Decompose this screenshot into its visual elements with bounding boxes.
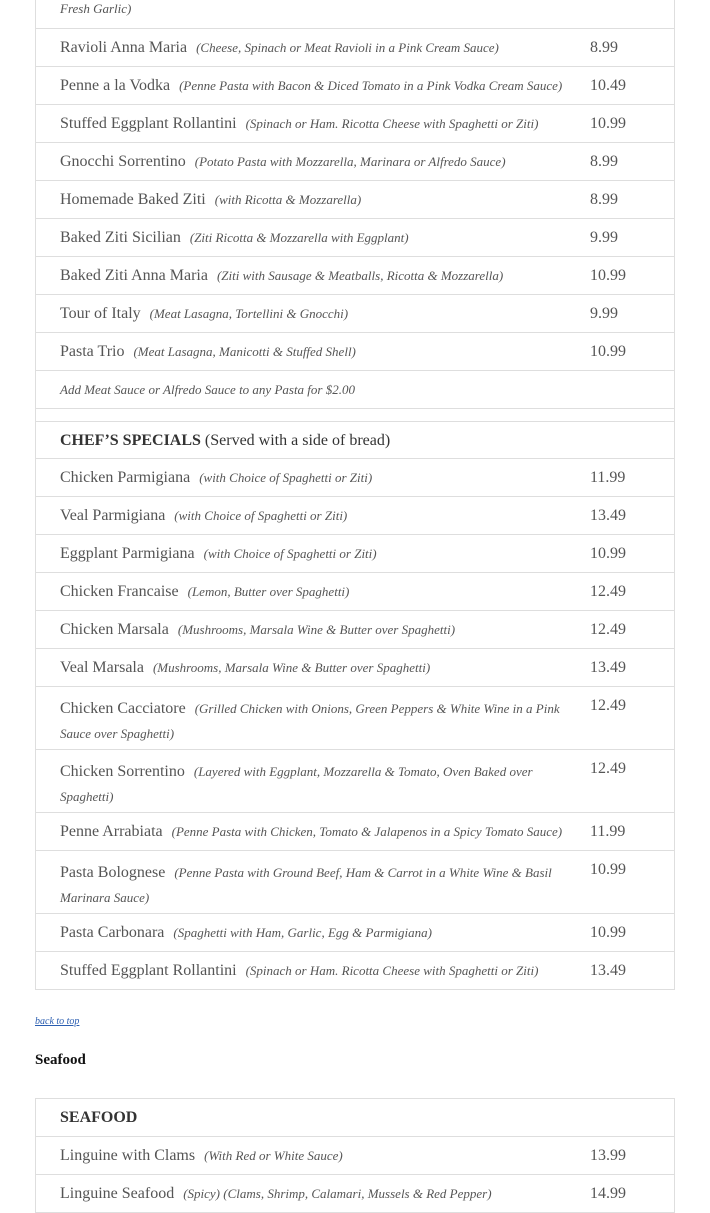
- menu-item-price: 10.99: [590, 545, 626, 562]
- menu-item-price: 13.99: [590, 1147, 626, 1164]
- menu-item-name: Stuffed Eggplant Rollantini: [60, 115, 237, 132]
- back-to-top-link[interactable]: back to top: [35, 1016, 80, 1027]
- menu-item-description-cell: [36, 38, 590, 58]
- menu-item-note: (Spinach or Ham. Ricotta Cheese with Spaghetti or Ziti): [245, 963, 539, 978]
- menu-item-price: 10.99: [590, 861, 626, 878]
- menu-item-name: Pasta Carbonara: [60, 924, 165, 941]
- menu-item-name: Gnocchi Sorrentino: [60, 153, 186, 170]
- menu-item-price: 13.49: [590, 659, 626, 676]
- menu-item-row: [36, 573, 674, 611]
- seafood-section-heading: Seafood: [35, 1052, 86, 1068]
- menu-item-name: Pasta Bolognese: [60, 864, 166, 881]
- table-spacer-row: [36, 409, 674, 422]
- menu-item-row: [36, 750, 674, 813]
- menu-item-price: 10.99: [590, 267, 626, 284]
- menu-item-name: Pasta Trio: [60, 343, 125, 360]
- menu-item-price: 13.49: [590, 507, 626, 524]
- menu-item-note: (Lemon, Butter over Spaghetti): [187, 584, 350, 599]
- menu-item-note: (Potato Pasta with Mozzarella, Marinara or Alfredo Sauce): [194, 154, 506, 169]
- menu-item-row: [36, 952, 674, 990]
- menu-item-note: (Spicy) (Clams, Shrimp, Calamari, Mussels & Red Pepper): [183, 1186, 492, 1201]
- menu-item-name: Chicken Cacciatore: [60, 700, 186, 717]
- menu-item-name: Tour of Italy: [60, 305, 141, 322]
- seafood-header: [36, 1108, 590, 1128]
- menu-item-price: 10.99: [590, 924, 626, 941]
- menu-item-description-cell: [36, 152, 590, 172]
- menu-item-name: Linguine with Clams: [60, 1147, 196, 1164]
- menu-item-row: [36, 813, 674, 851]
- menu-item-note: (With Red or White Sauce): [204, 1148, 343, 1163]
- menu-item-price: 9.99: [590, 229, 618, 246]
- menu-item-name: Baked Ziti Anna Maria: [60, 267, 208, 284]
- menu-item-note: (Meat Lasagna, Tortellini & Gnocchi): [149, 306, 349, 321]
- menu-item-note: (Grilled Chicken with Onions, Green Peppers & White Wine in a Pink Sauce over Spaghetti): [60, 701, 560, 741]
- menu-item-note: (Layered with Eggplant, Mozzarella & Tomato, Oven Baked over Spaghetti): [60, 764, 533, 804]
- menu-item-name: Chicken Marsala: [60, 621, 169, 638]
- menu-item-description-cell: [36, 860, 590, 910]
- chefs-specials-subtitle: (Served with a side of bread): [204, 432, 391, 449]
- menu-item-description-cell: [36, 266, 590, 286]
- menu-item-note: (with Ricotta & Mozzarella): [214, 192, 362, 207]
- menu-item-description-cell: [36, 620, 590, 640]
- menu-item-row: [36, 29, 674, 67]
- menu-item-name: Chicken Francaise: [60, 583, 179, 600]
- menu-item-name: Penne Arrabiata: [60, 823, 163, 840]
- menu-item-description-cell: [36, 961, 590, 981]
- chefs-specials-title: CHEF’S SPECIALS: [60, 432, 201, 449]
- menu-item-row: [36, 1175, 674, 1213]
- menu-item-note: (Mushrooms, Marsala Wine & Butter over Spaghetti): [152, 660, 431, 675]
- menu-item-row: [36, 181, 674, 219]
- seafood-title: SEAFOOD: [60, 1109, 138, 1126]
- menu-item-row: [36, 67, 674, 105]
- seafood-header-row: [36, 1099, 674, 1137]
- menu-item-note: (Cheese, Spinach or Meat Ravioli in a Pink Cream Sauce): [196, 40, 499, 55]
- menu-item-name: Stuffed Eggplant Rollantini: [60, 962, 237, 979]
- menu-item-row: [36, 219, 674, 257]
- menu-item-row: [36, 687, 674, 750]
- seafood-menu-table: [35, 1098, 675, 1213]
- menu-item-description-cell: [36, 696, 590, 746]
- menu-item-name: Linguine Seafood: [60, 1185, 175, 1202]
- menu-item-row: [36, 497, 674, 535]
- menu-item-name: Penne a la Vodka: [60, 77, 171, 94]
- menu-item-row: [36, 1137, 674, 1175]
- menu-item-note: (Penne Pasta with Bacon & Diced Tomato in a Pink Vodka Cream Sauce): [179, 78, 563, 93]
- menu-item-price: 10.99: [590, 343, 626, 360]
- chefs-specials-header: [36, 431, 590, 451]
- menu-item-name: Eggplant Parmigiana: [60, 545, 195, 562]
- menu-item-note: (Spaghetti with Ham, Garlic, Egg & Parmigiana): [173, 925, 432, 940]
- chefs-specials-header-row: [36, 422, 674, 459]
- menu-item-name: Chicken Sorrentino: [60, 763, 185, 780]
- menu-item-price: 14.99: [590, 1185, 626, 1202]
- menu-item-note: (with Choice of Spaghetti or Ziti): [174, 508, 348, 523]
- menu-item-note: (Spinach or Ham. Ricotta Cheese with Spaghetti or Ziti): [245, 116, 539, 131]
- menu-item-price: 12.49: [590, 621, 626, 638]
- menu-item-row: [36, 459, 674, 497]
- menu-item-name: Homemade Baked Ziti: [60, 191, 206, 208]
- menu-item-note: (Penne Pasta with Chicken, Tomato & Jalapenos in a Spicy Tomato Sauce): [171, 824, 563, 839]
- menu-item-note: (Ziti with Sausage & Meatballs, Ricotta & Mozzarella): [216, 268, 504, 283]
- menu-item-note: (Mushrooms, Marsala Wine & Butter over Spaghetti): [177, 622, 456, 637]
- pasta-menu-table: [35, 0, 675, 990]
- menu-item-price: 8.99: [590, 153, 618, 170]
- menu-item-name: Baked Ziti Sicilian: [60, 229, 181, 246]
- menu-item-description-cell: [36, 1146, 590, 1166]
- pasta-footnote: Add Meat Sauce or Alfredo Sauce to any Pasta for $2.00: [60, 382, 355, 397]
- menu-item-description-cell: [36, 76, 590, 96]
- menu-item-description-cell: [36, 923, 590, 943]
- menu-item-row: [36, 143, 674, 181]
- menu-item-price: 8.99: [590, 191, 618, 208]
- menu-item-name: Veal Parmigiana: [60, 507, 166, 524]
- menu-item-note: (with Choice of Spaghetti or Ziti): [199, 470, 373, 485]
- menu-item-row: [36, 257, 674, 295]
- menu-item-row: [36, 851, 674, 914]
- menu-item-description-cell: [36, 304, 590, 324]
- menu-item-description-cell: [36, 468, 590, 488]
- menu-item-description-cell: [36, 544, 590, 564]
- menu-item-description-cell: [36, 1184, 590, 1204]
- menu-item-row: [36, 295, 674, 333]
- menu-item-price: 11.99: [590, 469, 626, 486]
- menu-item-price: 13.49: [590, 962, 626, 979]
- pasta-partial-row: [36, 0, 674, 29]
- menu-item-row: [36, 333, 674, 371]
- menu-item-note: (Ziti Ricotta & Mozzarella with Eggplant): [189, 230, 409, 245]
- menu-item-row: [36, 535, 674, 573]
- pasta-partial-note: Fresh Garlic): [60, 1, 132, 16]
- menu-item-name: Veal Marsala: [60, 659, 144, 676]
- menu-item-description-cell: [36, 190, 590, 210]
- menu-item-description-cell: [36, 114, 590, 134]
- pasta-footnote-row: [36, 371, 674, 409]
- menu-item-price: 10.49: [590, 77, 626, 94]
- menu-item-price: 10.99: [590, 115, 626, 132]
- menu-item-price: 12.49: [590, 760, 626, 777]
- menu-item-price: 12.49: [590, 697, 626, 714]
- menu-item-description-cell: [36, 228, 590, 248]
- menu-item-description-cell: [36, 582, 590, 602]
- menu-item-description-cell: [36, 759, 590, 809]
- menu-item-description-cell: [36, 658, 590, 678]
- menu-item-row: [36, 105, 674, 143]
- menu-item-name: Ravioli Anna Maria: [60, 39, 188, 56]
- menu-item-price: 12.49: [590, 583, 626, 600]
- menu-item-row: [36, 914, 674, 952]
- menu-item-note: (Meat Lasagna, Manicotti & Stuffed Shell): [133, 344, 356, 359]
- menu-item-price: 8.99: [590, 39, 618, 56]
- menu-item-note: (with Choice of Spaghetti or Ziti): [203, 546, 377, 561]
- menu-item-price: 11.99: [590, 823, 626, 840]
- menu-item-note: (Penne Pasta with Ground Beef, Ham & Carrot in a White Wine & Basil Marinara Sauce): [60, 865, 552, 905]
- menu-item-description-cell: [36, 342, 590, 362]
- menu-item-row: [36, 649, 674, 687]
- menu-item-row: [36, 611, 674, 649]
- menu-item-price: 9.99: [590, 305, 618, 322]
- menu-item-description-cell: [36, 822, 590, 842]
- menu-item-name: Chicken Parmigiana: [60, 469, 191, 486]
- menu-item-description-cell: [36, 506, 590, 526]
